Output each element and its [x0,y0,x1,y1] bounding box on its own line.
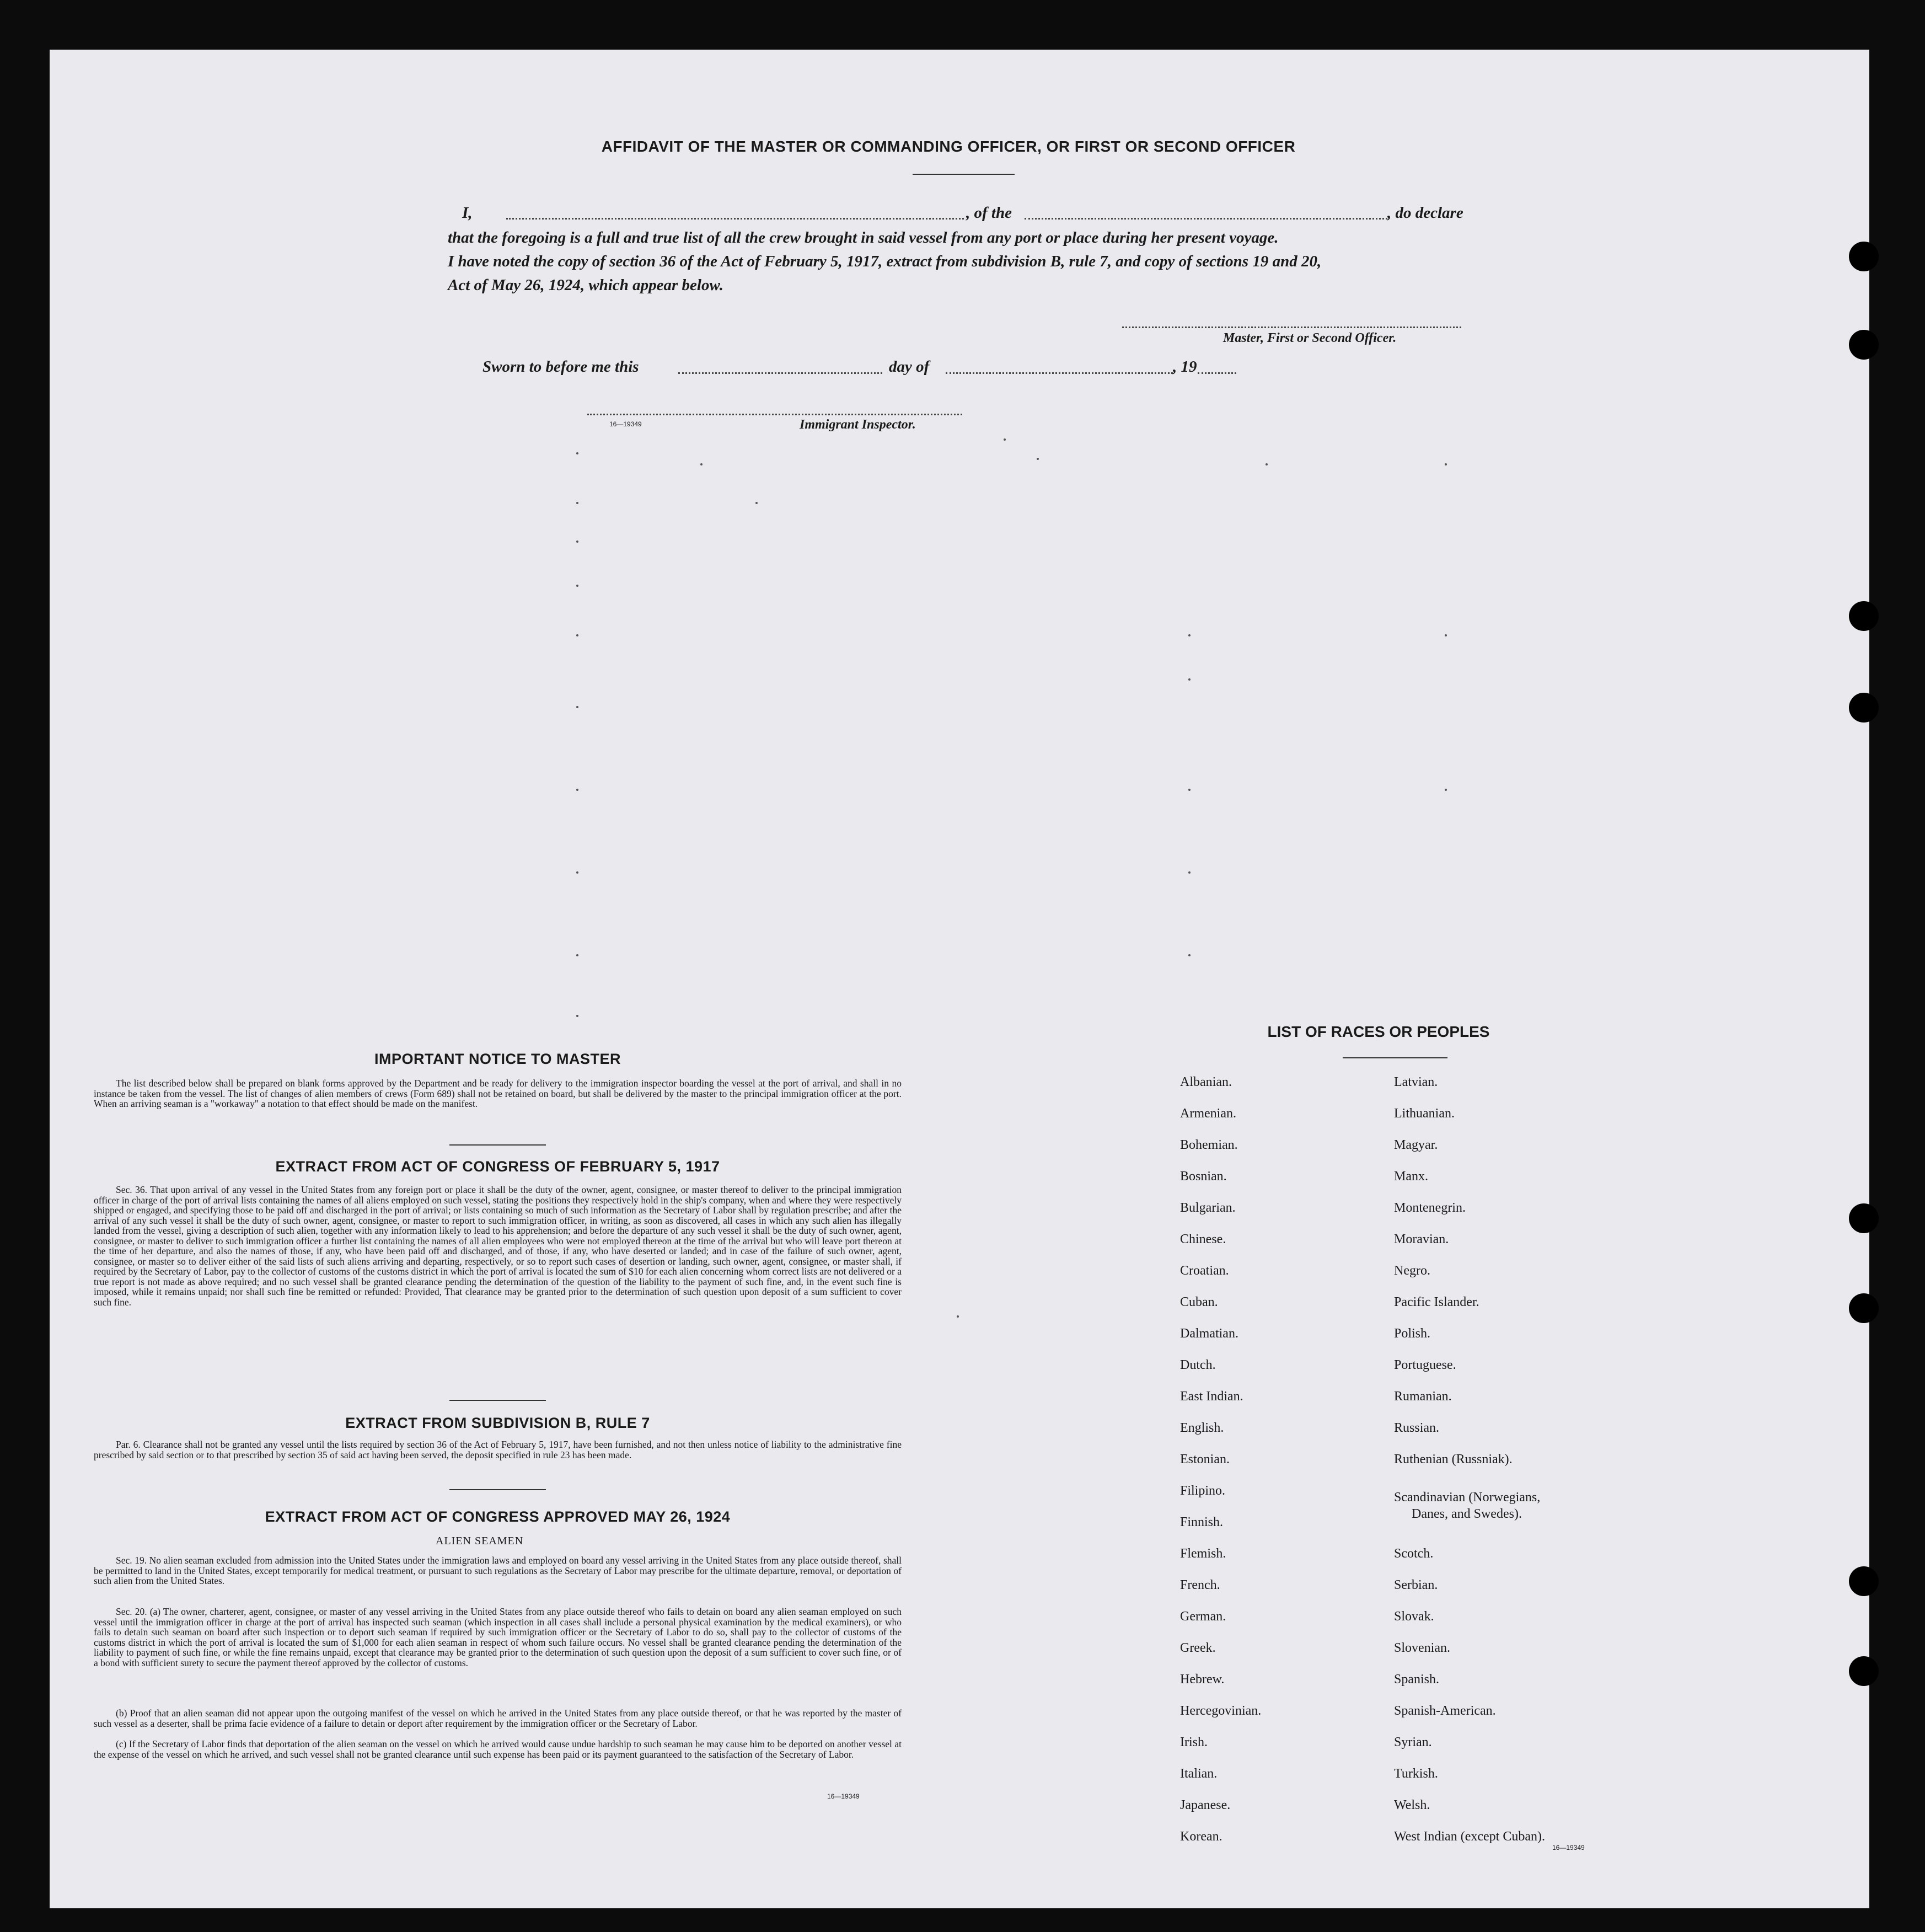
race-item: Danes, and Swedes). [1412,1507,1522,1521]
rule7-body: Par. 6. Clearance shall not be granted any vessel until the lists required by section 36 of the Act of February 5, 1917, have been furnished, and not then unless notice of liability to the administrative fine prescribed by said section or to that prescribed by section 35 of said act having been served, the deposit specified in rule 23 has been made. [94,1439,902,1460]
race-item: Portuguese. [1394,1358,1456,1372]
race-item: Irish. [1180,1735,1208,1749]
race-item: Croatian. [1180,1264,1229,1278]
sworn-day-of: day of [889,358,930,376]
race-item: Filipino. [1180,1484,1226,1498]
master-signature-line[interactable] [1122,327,1461,328]
race-item: Chinese. [1180,1232,1226,1246]
race-item: Dutch. [1180,1358,1216,1372]
race-item: Hercegovinian. [1180,1704,1262,1718]
show-through-mark [1037,458,1039,460]
race-item: Spanish-American. [1394,1704,1496,1718]
show-through-mark [576,585,578,587]
extract-1917-body: Sec. 36. That upon arrival of any vessel in the United States from any foreign port or place it shall be the duty of the owner, agent, consignee, or master thereof to deliver to the principal immigration officer in charge of the port of arrival lists containing the names of all aliens employed on such vessel, stating the positions they respectively hold in the ship's company, when and where they were respectively shipped or engaged, and specifying those to be paid off and discharged in the port of arrival; or lists containing so much of such information as the Secretary of Labor shall by regulation prescribe; and after the arrival of any such vessel it shall be the duty of such owner, agent, consignee, or master to report to such immigration officer, in writing, as soon as discovered, all cases in which any such alien has illegally landed from the vessel, giving a description of such alien, together with any information likely to lead to his apprehension; and before the departure of any such vessel it shall be the duty of such owner, agent, consignee, or master to deliver to such immigration officer a further list containing the names of all alien employees who were not employed thereon at the time of the arrival but who will leave port thereon at the time of her departure, and also the names of those, if any, who have been paid off and discharged, and of those, if any, who have deserted or landed; and in case of the failure of such owner, agent, consignee, or master so to deliver either of the said lists of such aliens arriving and departing, respectively, or so to report such cases of desertion or landing, such owner, agent, consignee, or master shall, if required by the Secretary of Labor, pay to the collector of customs of the customs district in which the port of arrival is located the sum of $10 for each alien concerning whom correct lists are not delivered or a true report is not made as above required; and no such vessel shall be granted clearance pending the determination of the question of the liability to the payment of such fine, and, in the event such fine is imposed, while it remains unpaid; nor shall such fine be remitted or refunded: Provided, That clearance may be granted prior to the determination of such question upon deposit of a sum sufficient to cover such fine. [94,1184,902,1308]
race-item: Scotch. [1394,1546,1434,1561]
sworn-day-blank[interactable] [678,372,882,374]
race-item: Slovenian. [1394,1641,1450,1655]
affidavit-title: AFFIDAVIT OF THE MASTER OR COMMANDING OFFICER, OR FIRST OR SECOND OFFICER [601,138,1296,155]
race-item: Serbian. [1394,1578,1438,1592]
rule7-divider [449,1489,546,1490]
race-item: English. [1180,1421,1224,1435]
show-through-mark [576,789,578,791]
show-through-mark [957,1315,959,1318]
show-through-mark [1445,789,1447,791]
race-item: Korean. [1180,1829,1222,1844]
punch-hole [1849,1203,1879,1233]
race-item: West Indian (except Cuban). [1394,1829,1545,1844]
race-item: French. [1180,1578,1220,1592]
master-signature-label: Master, First or Second Officer. [1223,331,1397,345]
punch-hole [1849,1293,1879,1323]
races-form-number: 16—19349 [1552,1844,1585,1851]
race-item: Flemish. [1180,1546,1226,1561]
show-through-mark [1188,871,1191,874]
race-item: Estonian. [1180,1452,1230,1467]
sworn-year-blank[interactable] [1198,372,1236,374]
affidavit-form-number: 16—19349 [609,420,642,428]
race-item: Japanese. [1180,1798,1231,1812]
show-through-mark [576,502,578,504]
show-through-mark [576,452,578,454]
show-through-mark [700,463,703,465]
show-through-mark [576,540,578,543]
race-item: German. [1180,1609,1226,1624]
show-through-mark [1445,634,1447,636]
race-item: Bosnian. [1180,1169,1227,1184]
race-item: Armenian. [1180,1106,1236,1121]
show-through-mark [1188,678,1191,681]
show-through-mark [576,706,578,708]
declaration-of-the: , of the [966,204,1012,222]
race-item: Albanian. [1180,1075,1232,1089]
race-item: Dalmatian. [1180,1326,1238,1341]
notice-title: IMPORTANT NOTICE TO MASTER [374,1051,621,1067]
declaration-line-4: Act of May 26, 1924, which appear below. [448,276,723,294]
inspector-signature-line[interactable] [587,414,962,415]
race-item: Magyar. [1394,1138,1438,1152]
show-through-mark [1004,438,1006,441]
extract-1917-divider [449,1400,546,1401]
race-item: Scandinavian (Norwegians, [1394,1490,1541,1505]
show-through-mark [1188,634,1191,636]
declaration-i-label: I, [462,204,473,222]
race-item: Moravian. [1394,1232,1449,1246]
show-through-mark [1188,789,1191,791]
race-item: Latvian. [1394,1075,1438,1089]
show-through-mark [1188,954,1191,956]
race-item: Polish. [1394,1326,1431,1341]
races-title: LIST OF RACES OR PEOPLES [1267,1023,1490,1040]
sworn-label: Sworn to before me this [482,358,639,376]
name-blank-line[interactable] [506,218,964,220]
extract-1924-form-number: 16—19349 [827,1792,860,1800]
show-through-mark [1445,463,1447,465]
vessel-blank-line[interactable] [1025,218,1387,220]
race-item: Spanish. [1394,1672,1440,1687]
race-item: Manx. [1394,1169,1428,1184]
race-item: Rumanian. [1394,1389,1452,1404]
race-item: Syrian. [1394,1735,1432,1749]
race-item: Hebrew. [1180,1672,1225,1687]
rule7-title: EXTRACT FROM SUBDIVISION B, RULE 7 [345,1415,650,1431]
punch-hole [1849,330,1879,360]
race-item: Bohemian. [1180,1138,1238,1152]
race-item: East Indian. [1180,1389,1243,1404]
sworn-month-blank[interactable] [946,372,1173,374]
declaration-line-3: I have noted the copy of section 36 of the Act of February 5, 1917, extract from subdivision B, rule 7, and copy of sections 19 and 20, [448,253,1322,270]
race-item: Lithuanian. [1394,1106,1455,1121]
race-item: Finnish. [1180,1515,1224,1529]
show-through-mark [1266,463,1268,465]
race-item: Pacific Islander. [1394,1295,1479,1309]
show-through-mark [576,1015,578,1017]
punch-hole [1849,1566,1879,1596]
race-item: Greek. [1180,1641,1216,1655]
race-item: Welsh. [1394,1798,1430,1812]
inspector-signature-label: Immigrant Inspector. [800,418,916,432]
punch-hole [1849,1656,1879,1686]
extract-1924-sec20b: (b) Proof that an alien seaman did not appear upon the outgoing manifest of the vessel on which he arrived in the United States from any place outside thereof, or that he was reported by the master of such vessel as a deserter, shall be prima facie evidence of a failure to detain or deport after requirement by the immigration officer or the Secretary of Labor. [94,1708,902,1729]
punch-hole [1849,693,1879,723]
punch-hole [1849,601,1879,631]
notice-body: The list described below shall be prepared on blank forms approved by the Department and be ready for delivery to the immigration inspector boarding the vessel at the port of arrival, and shall in no instance be taken from the vessel. The list of changes of alien members of crews (Form 689) shall not be retained on board, but shall be delivered by the master to the principal immigration officer at the port. When an arriving seaman is a "workaway" a notation to that effect should be made on the manifest. [94,1078,902,1109]
declaration-line-2: that the foregoing is a full and true list of all the crew brought in said vessel from any port or place during her present voyage. [448,229,1279,247]
notice-divider [449,1144,546,1146]
extract-1924-sec20a: Sec. 20. (a) The owner, charterer, agent, consignee, or master of any vessel arriving in the United States from any place outside thereof who fails to detain on board any alien seaman employed on such vessel until the immigration officer in charge at the port of arrival has inspected such seaman (which inspection in all cases shall include a personal physical examination by the medical examiners), or who fails to detain such seaman on board after such inspection or to deport such seaman if required by such immigration officer or the Secretary of Labor to do so, shall pay to the collector of customs of the customs district in which the port of arrival is located the sum of $1,000 for each alien seaman in respect of whom such failure occurs. No vessel shall be granted clearance pending the determination of the liability to payment of such fine, or while the fine remains unpaid, except that clearance may be granted prior to the determination of such question upon the deposit of a sum sufficient to cover such fine, or of a bond with sufficient surety to secure the payment thereof approved by the collector of customs. [94,1606,902,1668]
title-underline [913,174,1015,175]
race-item: Turkish. [1394,1767,1438,1781]
race-item: Cuban. [1180,1295,1218,1309]
extract-1917-title: EXTRACT FROM ACT OF CONGRESS OF FEBRUARY 5, 1917 [275,1158,720,1175]
show-through-mark [576,871,578,874]
races-title-underline [1343,1057,1447,1058]
extract-1924-sec19: Sec. 19. No alien seaman excluded from admission into the United States under the immigration laws and employed on board any vessel arriving in the United States from any place outside thereof, shall be permitted to land in the United States, except temporarily for medical treatment, or pursuant to such regulations as the Secretary of Labor may prescribe for the ultimate departure, removal, or deportation of such alien from the United States. [94,1555,902,1586]
punch-hole [1849,242,1879,271]
alien-seamen-subtitle: ALIEN SEAMEN [436,1535,524,1547]
extract-1924-title: EXTRACT FROM ACT OF CONGRESS APPROVED MAY 26, 1924 [265,1508,731,1525]
race-item: Ruthenian (Russniak). [1394,1452,1513,1467]
show-through-mark [755,502,758,504]
declaration-do-declare: , do declare [1387,204,1463,222]
race-item: Montenegrin. [1394,1201,1466,1215]
extract-1924-sec20c: (c) If the Secretary of Labor finds that deportation of the alien seaman on the vessel on which he arrived would cause undue hardship to such seaman he may cause him to be deported on another vessel at the expense of the vessel on which he arrived, and such vessel shall not be granted clearance until such expense has been paid or its payment guaranteed to the satisfaction of the Secretary of Labor. [94,1738,902,1760]
race-item: Slovak. [1394,1609,1434,1624]
show-through-mark [576,634,578,636]
race-item: Negro. [1394,1264,1430,1278]
race-item: Italian. [1180,1767,1218,1781]
race-item: Russian. [1394,1421,1440,1435]
race-item: Bulgarian. [1180,1201,1236,1215]
show-through-mark [576,954,578,956]
sworn-year-prefix: , 19 [1173,358,1197,376]
